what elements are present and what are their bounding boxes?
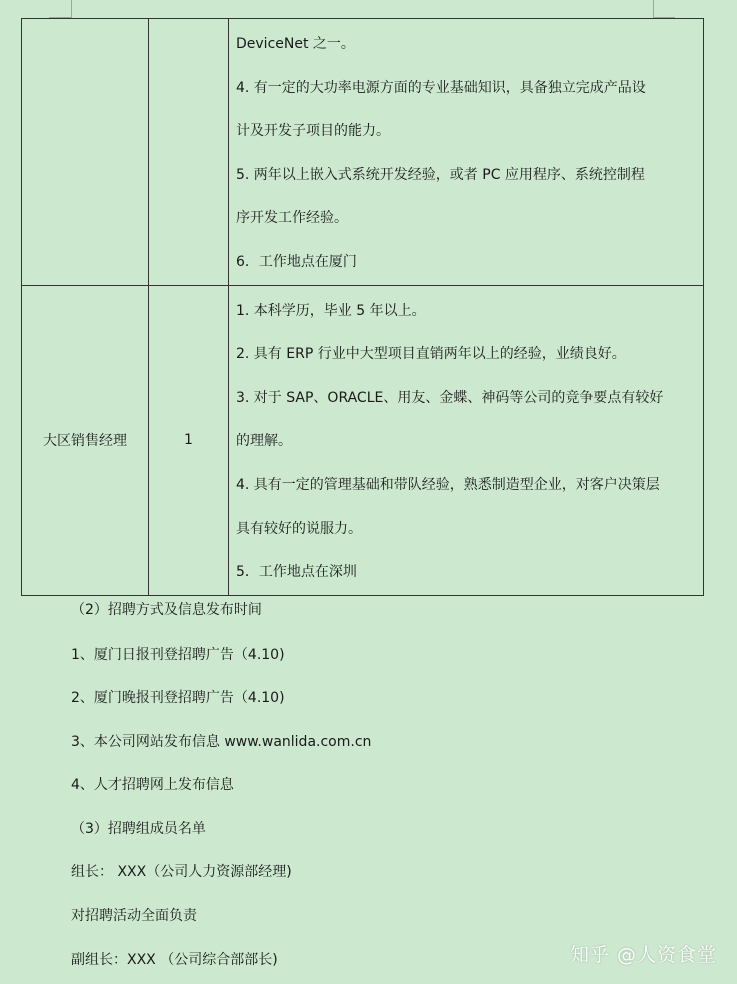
requirement-line: 具有较好的说服力。 bbox=[236, 520, 362, 537]
position-cell bbox=[22, 19, 149, 286]
requirements-cell bbox=[229, 19, 704, 286]
list-item: 4、人才招聘网上发布信息 bbox=[71, 777, 234, 793]
requirement-line: 序开发工作经验。 bbox=[236, 210, 348, 227]
requirement-line: 6．工作地点在厦门 bbox=[236, 253, 357, 270]
list-item: 3、本公司网站发布信息 www.wanlida.com.cn bbox=[71, 734, 372, 750]
requirement-line: 3. 对于 SAP、ORACLE、用友、金蝶、神码等公司的竞争要点有较好 bbox=[236, 389, 664, 406]
requirements-cell bbox=[229, 285, 704, 595]
requirement-line: 5. 两年以上嵌入式系统开发经验，或者 PC 应用程序、系统控制程 bbox=[236, 166, 645, 183]
table-row bbox=[22, 19, 704, 286]
section-heading: （3）招聘组成员名单 bbox=[71, 821, 206, 837]
requirement-line: 计及开发子项目的能力。 bbox=[236, 123, 390, 140]
watermark: 知乎 @人资食堂 bbox=[569, 944, 717, 966]
requirement-line: 5．工作地点在深圳 bbox=[236, 564, 357, 581]
deputy-line: 副组长：XXX （公司综合部部长) bbox=[71, 952, 278, 968]
leader-duty-line: 对招聘活动全面负责 bbox=[71, 908, 197, 924]
count-cell: 1 bbox=[149, 285, 229, 595]
leader-line: 组长： XXX（公司人力资源部经理) bbox=[71, 864, 292, 880]
requirement-line: 4. 有一定的大功率电源方面的专业基础知识，具备独立完成产品设 bbox=[236, 79, 646, 96]
requirement-line: DeviceNet 之一。 bbox=[236, 36, 355, 52]
recruitment-table bbox=[21, 18, 704, 596]
position-cell: 大区销售经理 bbox=[22, 285, 149, 595]
requirement-line: 4. 具有一定的管理基础和带队经验，熟悉制造型企业，对客户决策层 bbox=[236, 476, 660, 493]
count-cell bbox=[149, 19, 229, 286]
section-heading: （2）招聘方式及信息发布时间 bbox=[71, 602, 262, 618]
requirement-line: 2. 具有 ERP 行业中大型项目直销两年以上的经验，业绩良好。 bbox=[236, 346, 626, 363]
requirement-line: 1. 本科学历，毕业 5 年以上。 bbox=[236, 302, 426, 319]
list-item: 2、厦门晚报刊登招聘广告（4.10) bbox=[71, 690, 285, 706]
page-corner-mark-left bbox=[71, 0, 72, 18]
page-corner-mark-right bbox=[653, 0, 654, 18]
requirement-line: 的理解。 bbox=[236, 433, 292, 450]
list-item: 1、厦门日报刊登招聘广告（4.10) bbox=[71, 647, 285, 663]
table-row bbox=[22, 285, 704, 595]
